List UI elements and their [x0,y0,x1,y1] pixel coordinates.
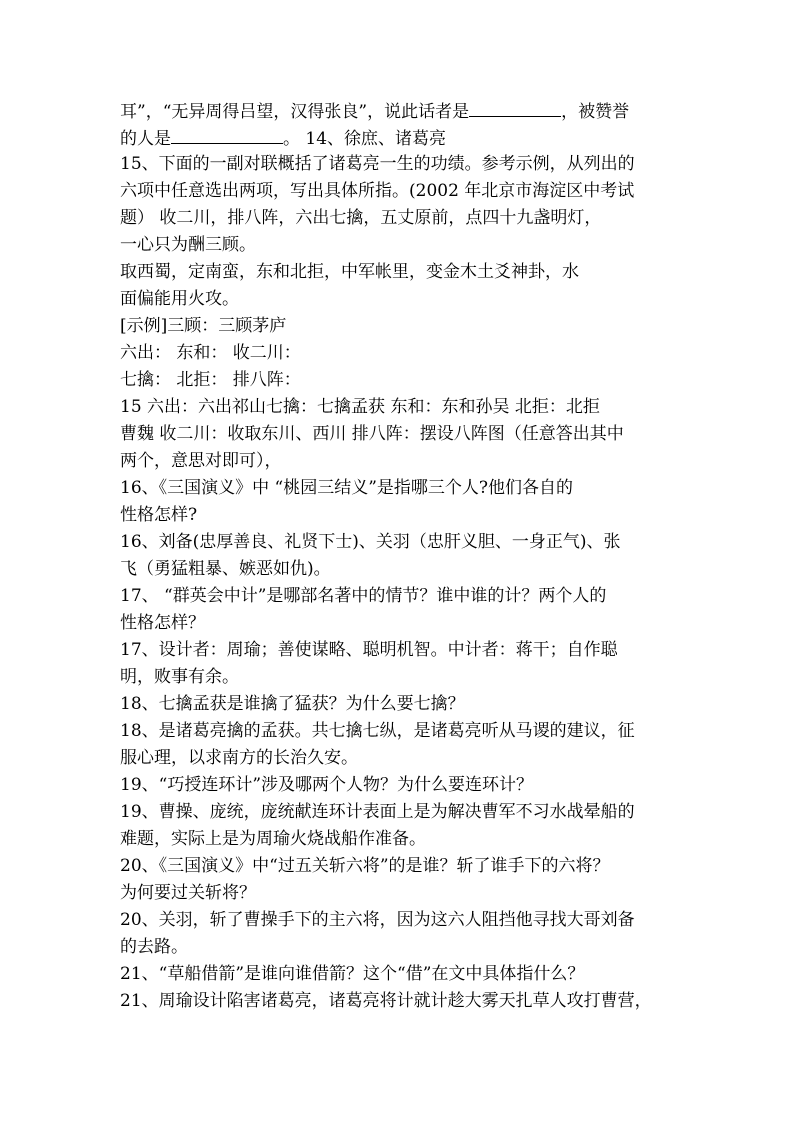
text-line: 18、七擒孟获是谁擒了猛获？为什么要七擒？ [120,694,465,714]
line-1-text-a: 耳”，“无异周得吕望，汉得张良”，说此话者是 [120,102,470,122]
text-line: 为何要过关斩将？ [120,883,256,903]
text-line: 18、是诸葛亮擒的孟获。共七擒七纵，是诸葛亮听从马谡的建议，征 [120,721,635,741]
answer-blank-speaker [469,100,561,117]
text-line: 难题，实际上是为周瑜火烧战船作准备。 [120,829,426,849]
text-line: 服心理，以求南方的长治久安。 [120,748,358,768]
text-line: 六项中任意选出两项，写出具体所指。(2002 年北京市海淀区中考试 [120,181,635,201]
text-line: 题） 收二川，排八阵，六出七擒，五丈原前，点四十九盏明灯， [120,208,602,228]
text-line: 一心只为酬三顾。 [120,235,256,255]
text-line: 曹魏 收二川：收取东川、西川 排八阵：摆设八阵图（任意答出其中 [120,424,624,444]
line-2-text-b: 。 14、徐庶、诸葛亮 [283,129,447,149]
line-2-text-a: 的人是 [120,129,171,149]
text-line-2 [120,127,680,149]
text-line: 19、“巧授连环计”涉及哪两个人物？为什么要连环计？ [120,775,534,795]
text-line: 七擒： 北拒： 排八阵： [120,370,301,390]
text-line: 取西蜀，定南蛮，东和北拒，中军帐里，变金木土爻神卦，水 [120,262,579,282]
answer-blank-praised [171,127,283,144]
text-line-1 [120,100,680,122]
text-line: 21、“草船借箭”是谁向谁借箭？这个“借”在文中具体指什么？ [120,964,585,984]
text-line: 16、《三国演义》中 “桃园三结义”是指哪三个人?他们各自的 [120,478,574,498]
text-line: 性格怎样？ [120,613,205,633]
text-line: 面偏能用火攻。 [120,289,239,309]
text-line: 飞（勇猛粗暴、嫉恶如仇)。 [120,559,331,579]
text-line: 六出： 东和： 收二川： [120,343,301,363]
text-line: 性格怎样? [120,505,198,525]
text-line: 20、《三国演义》中“过五关斩六将”的是谁？斩了谁手下的六将？ [120,856,610,876]
text-line: 17、 “群英会中计”是哪部名著中的情节？谁中谁的计？两个人的 [120,586,607,606]
text-line: 15、下面的一副对联概括了诸葛亮一生的功绩。参考示例，从列出的 [120,154,635,174]
text-line: 15 六出：六出祁山七擒：七擒孟获 东和：东和孙吴 北拒：北拒 [120,397,600,417]
text-line: [示例]三顾：三顾茅庐 [120,316,287,336]
text-line: 16、刘备(忠厚善良、礼贤下士)、关羽（忠肝义胆、一身正气)、张 [120,532,621,552]
text-line: 明，败事有余。 [120,667,239,687]
text-line: 20、关羽，斩了曹操手下的主六将，因为这六人阻挡他寻找大哥刘备 [120,910,635,930]
text-line: 17、设计者：周瑜；善使谋略、聪明机智。中计者：蒋干；自作聪 [120,640,618,660]
line-1-text-b: ，被赞誉 [561,102,630,122]
text-line: 21、周瑜设计陷害诸葛亮，诸葛亮将计就计趁大雾天扎草人攻打曹营， [120,991,652,1011]
text-line: 的去路。 [120,937,188,957]
text-line: 19、曹操、庞统，庞统献连环计表面上是为解决曹军不习水战晕船的 [120,802,635,822]
text-line: 两个，意思对即可）， [120,451,282,471]
